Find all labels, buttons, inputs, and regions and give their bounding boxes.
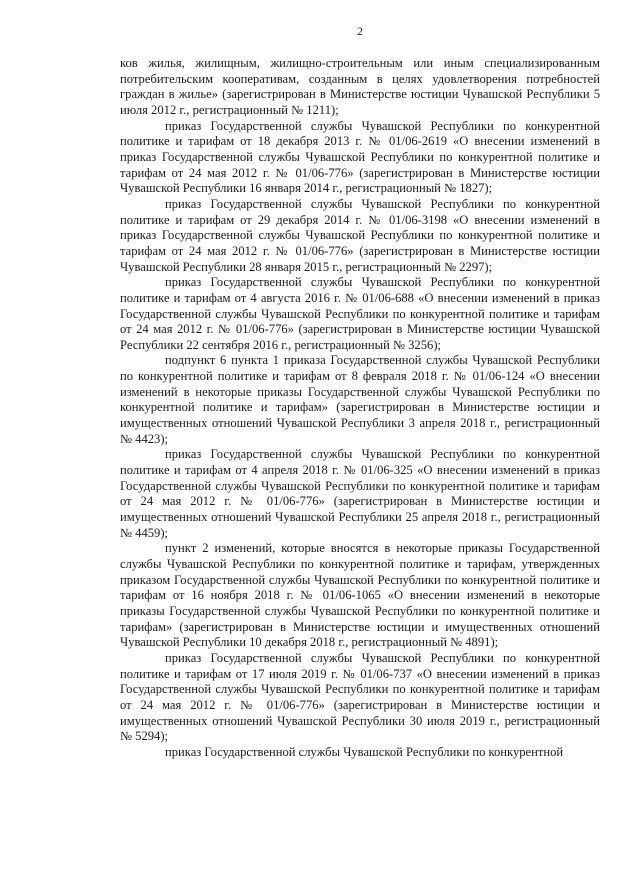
- paragraph: подпункт 6 пункта 1 приказа Государственной службы Чувашской Республики по конкурентной политике и тарифам от 8 февраля 2018 г. № 01/06-124 «О внесении изменений в некоторые приказы Государственной службы Чувашской Республики по конкурентной политике и тарифам» (зарегистрирован в Министерстве юстиции и имущественных отношений Чувашской Республики 3 апреля 2018 г., регистрационный № 4423);: [120, 353, 600, 446]
- page-number: 2: [357, 24, 363, 38]
- paragraph-truncated: приказ Государственной службы Чувашской Республики по конкурентной: [165, 744, 564, 759]
- paragraph: приказ Государственной службы Чувашской Республики по конкурентной политике и тарифам от 4 августа 2016 г. № 01/06-688 «О внесении изменений в приказ Государственной службы Чувашской Республики по конкурентной политике и тарифам от 24 мая 2012 г. № 01/06-776» (зарегистрирован в Министерстве юстиции Чувашской Республики 22 сентября 2016 г., регистрационный № 3256);: [120, 275, 600, 352]
- paragraph: приказ Государственной службы Чувашской Республики по конкурентной политике и тарифам от 18 декабря 2013 г. № 01/06-2619 «О внесении изменений в приказ Государственной службы Чувашской Республики по конкурентной политике и тарифам от 24 мая 2012 г. № 01/06-776» (зарегистрирован в Министерстве юстиции Чувашской Республики 16 января 2014 г., регистрационный № 1827);: [120, 118, 600, 196]
- paragraph: приказ Государственной службы Чувашской Республики по конкурентной политике и тарифам от 17 июля 2019 г. № 01/06-737 «О внесении изменений в приказ Государственной службы Чувашской Республики по конкурентной политике и тарифам от 24 мая 2012 г. № 01/06-776» (зарегистрирован в Министерстве юстиции и имущественных отношений Чувашской Республики 30 июля 2019 г., регистрационный № 5294);: [120, 650, 600, 744]
- paragraph: пункт 2 изменений, которые вносятся в некоторые приказы Государственной службы Чувашской Республики по конкурентной политике и тарифам, утвержденных приказом Государственной службы Чувашской Республики по конкурентной политике и тарифам от 16 ноября 2018 г. № 01/06-1065 «О внесении изменений в некоторые приказы Государственной службы Чувашской Республики по конкурентной политике и тарифам» (зарегистрирован в Министерстве юстиции и имущественных отношений Чувашской Республики 10 декабря 2018 г., регистрационный № 4891);: [120, 541, 600, 650]
- paragraph-continuation: ков жилья, жилищным, жилищно-строительным или иным специализированным потребительским кооперативам, созданным в целях удовлетворения потребностей граждан в жилье» (зарегистрирован в Министерстве юстиции Чувашской Республики 5 июля 2012 г., регистрационный № 1211);: [120, 56, 600, 117]
- paragraph: приказ Государственной службы Чувашской Республики по конкурентной политике и тарифам от 4 апреля 2018 г. № 01/06-325 «О внесении изменений в приказ Государственной службы Чувашской Республики по конкурентной политике и тарифам от 24 мая 2012 г. № 01/06-776» (зарегистрирован в Министерстве юстиции и имущественных отношений Чувашской Республики 25 апреля 2018 г., регистрационный № 4459);: [120, 447, 600, 540]
- paragraph: приказ Государственной службы Чувашской Республики по конкурентной политике и тарифам от 29 декабря 2014 г. № 01/06-3198 «О внесении изменений в приказ Государственной службы Чувашской Республики по конкурентной политике и тарифам от 24 мая 2012 г. № 01/06-776» (зарегистрирован в Министерстве юстиции Чувашской Республики 28 января 2015 г., регистрационный № 2297);: [120, 196, 600, 274]
